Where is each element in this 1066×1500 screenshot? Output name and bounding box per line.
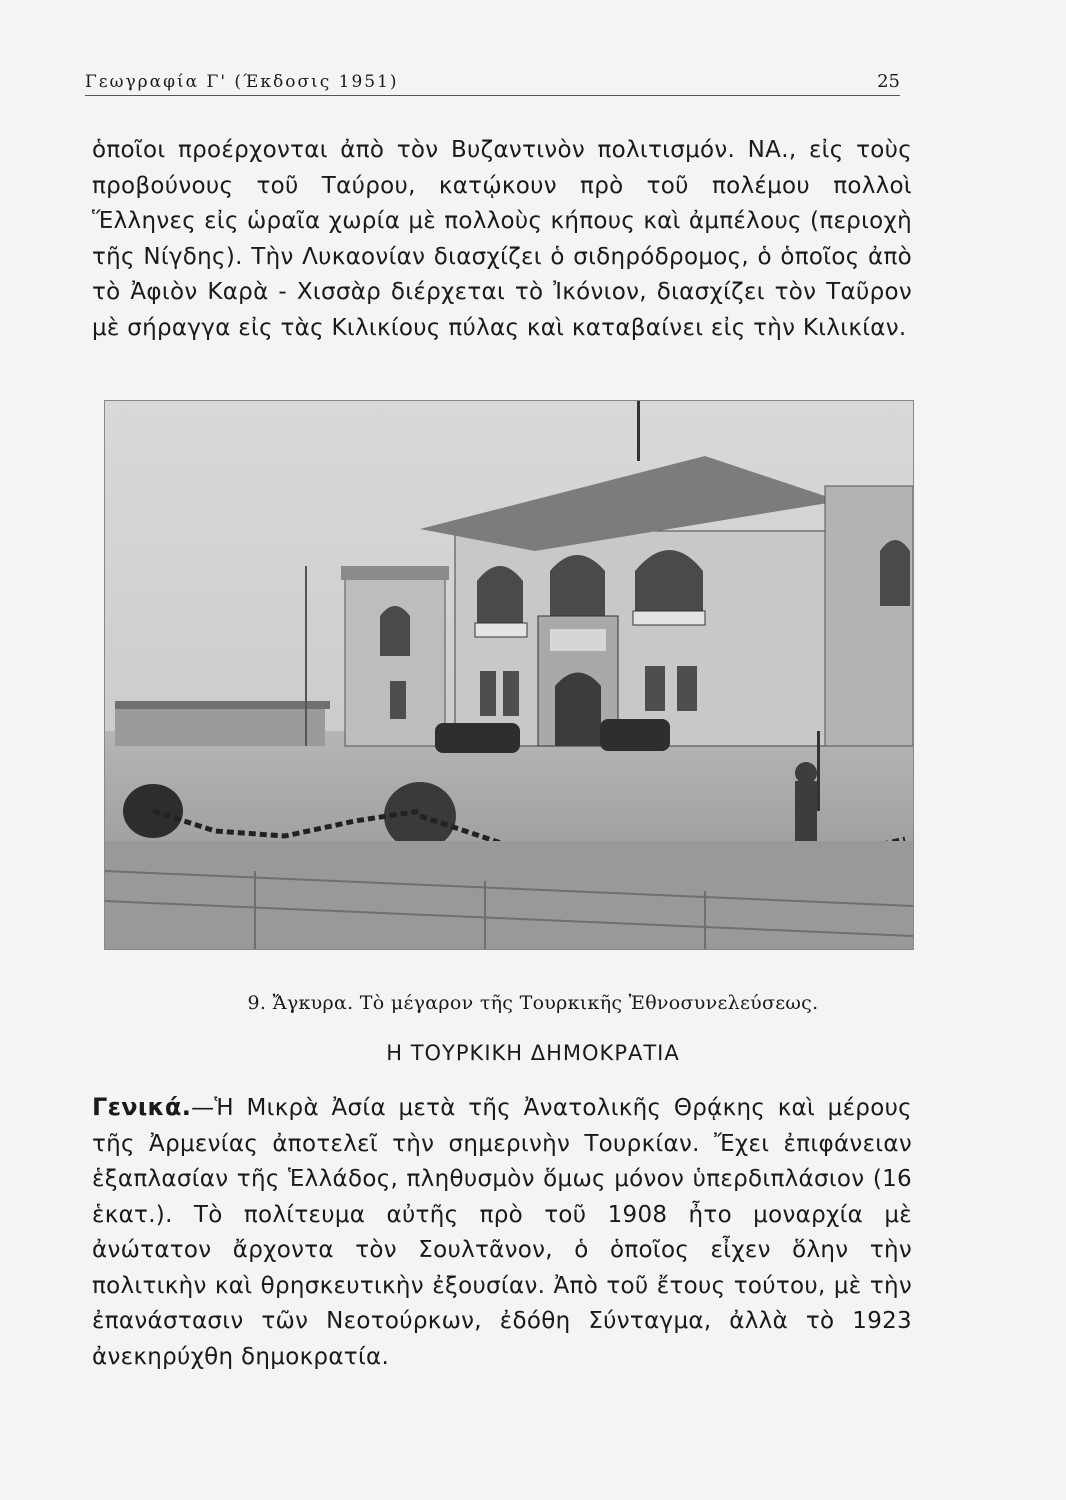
paragraph-lead: Γενικά.	[92, 1093, 192, 1121]
paragraph-2	[92, 1090, 912, 1375]
figure-caption: 9. Ἄγκυρα. Τὸ μέγαρον τῆς Τουρκικῆς Ἐθνοσυνελεύσεως.	[247, 992, 819, 1014]
paragraph-1: ὁποῖοι προέρχονται ἀπὸ τὸν Βυζαντινὸν πολιτισμόν. ΝΑ., εἰς τοὺς προβούνους τοῦ Ταύρου, κατῴκουν πρὸ τοῦ πολέμου πολλοὶ Ἕλληνες εἰς ὡραῖα χωρία μὲ πολλοὺς κήπους καὶ ἀμπέλους (περιοχὴ τῆς Νίγδης). Τὴν Λυκαονίαν διασχίζει ὁ σιδηρόδρομος, ὁ ὁποῖος ἀπὸ τὸ Ἀφιὸν Καρὰ - Χισσὰρ διέρχεται τὸ Ἰκόνιον, διασχίζει τὸν Ταῦρον μὲ σήραγγα εἰς τὰς Κιλικίους πύλας καὶ καταβαίνει εἰς τὴν Κιλικίαν.	[92, 137, 912, 341]
parliament-building-photo	[105, 401, 913, 949]
running-head	[85, 70, 900, 96]
paragraph-2-text: —Ἡ Μικρὰ Ἀσία μετὰ τῆς Ἀνατολικῆς Θρᾴκης καὶ μέρους τῆς Ἀρμενίας ἀποτελεῖ τὴν σημερινὴν Τουρκίαν. Ἔχει ἐπιφάνειαν ἑξαπλασίαν τῆς Ἑλλάδος, πληθυσμὸν ὅμως μόνον ὑπερδιπλάσιον (16 ἑκατ.). Τὸ πολίτευμα αὐτῆς πρὸ τοῦ 1908 ἦτο μοναρχία μὲ ἀνώτατον ἄρχοντα τὸν Σουλτᾶνον, ὁ ὁποῖος εἶχεν ὅλην τὴν πολιτικὴν καὶ θρησκευτικὴν ἐξουσίαν. Ἀπὸ τοῦ ἔτους τούτου, μὲ τὴν ἐπανάστασιν τῶν Νεοτούρκων, ἐδόθη Σύνταγμα, ἀλλὰ τὸ 1923 ἀνεκηρύχθη δημοκρατία.	[92, 1095, 912, 1370]
page-number: 25	[877, 71, 900, 92]
figure-photo	[104, 400, 914, 950]
section-heading: Η ΤΟΥΡΚΙΚΗ ΔΗΜΟΚΡΑΤΙΑ	[386, 1041, 680, 1065]
running-title: Γεωγραφία Γ' (Έκδοσις 1951)	[85, 72, 399, 92]
header-rule	[85, 95, 900, 96]
